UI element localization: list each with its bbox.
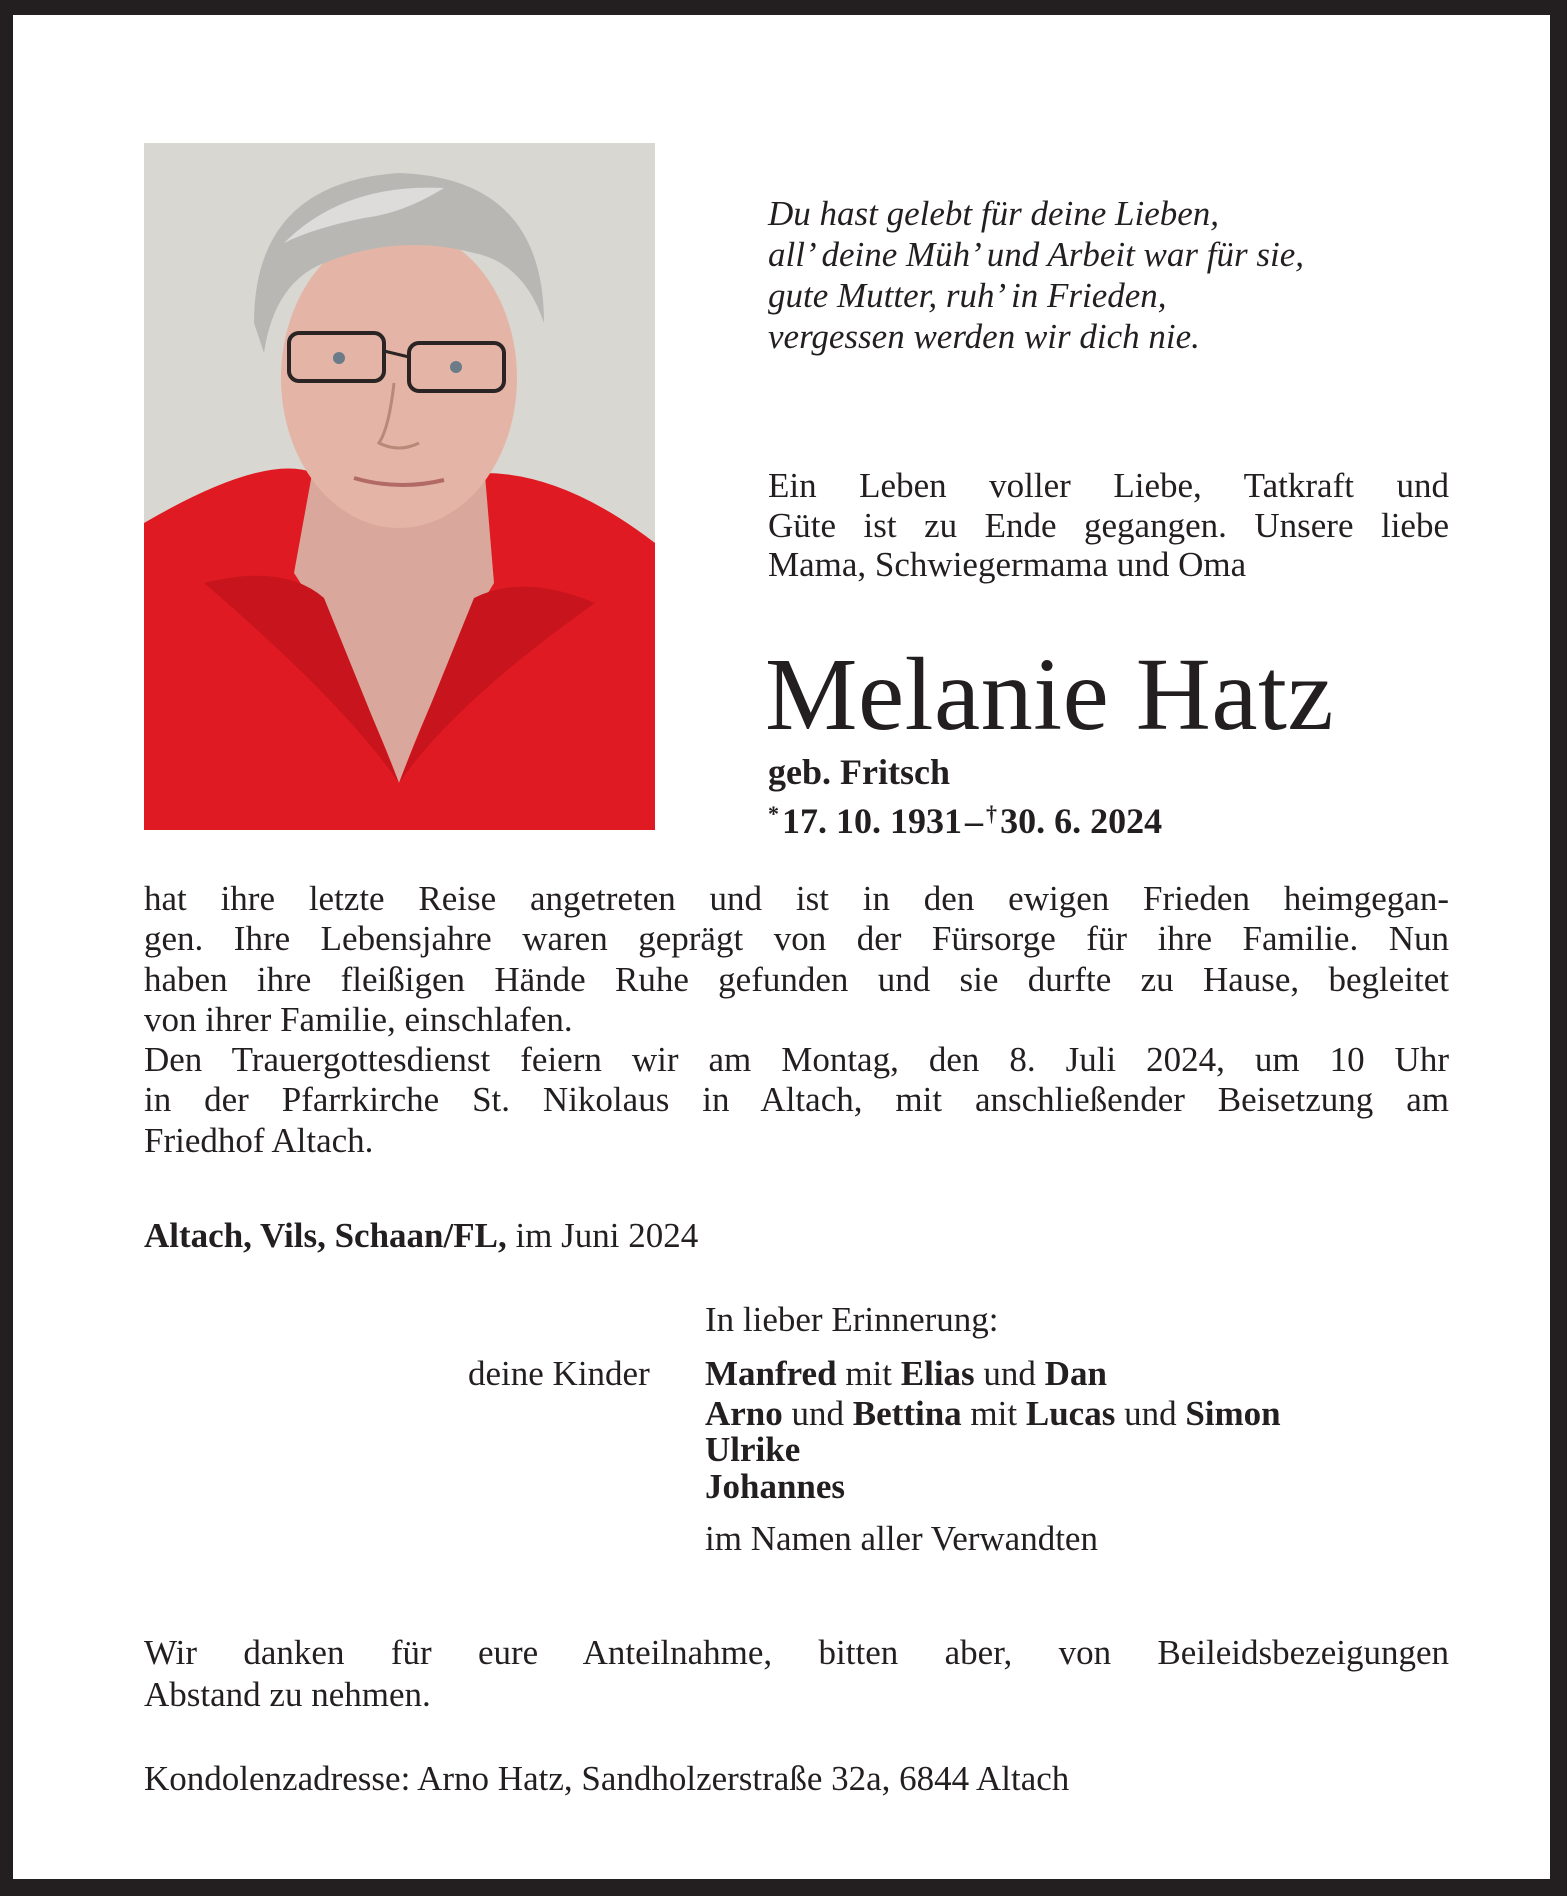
signature-row	[705, 1354, 1107, 1394]
maiden-name: geb. Fritsch	[768, 752, 950, 792]
body-line: in der Pfarrkirche St. Nikolaus in Altach, mit anschließender Beisetzung am	[144, 1080, 1449, 1120]
connector-text: und	[782, 1394, 853, 1433]
family-member-name: Elias	[900, 1354, 975, 1393]
birth-date: 17. 10. 1931	[782, 801, 963, 841]
connector-text: mit	[961, 1394, 1026, 1433]
family-member-name: Manfred	[705, 1354, 837, 1393]
date-separator: –	[965, 801, 984, 841]
body-line: von ihrer Familie, einschlafen.	[144, 999, 573, 1039]
death-date: 30. 6. 2024	[1000, 801, 1163, 841]
intro-line: Mama, Schwiegermama und Oma	[768, 545, 1247, 584]
connector-text: und	[1115, 1394, 1186, 1433]
family-member-name: Dan	[1044, 1354, 1107, 1393]
children-label: deine Kinder	[468, 1354, 650, 1393]
thanks-paragraph	[144, 1632, 1449, 1716]
deceased-name: Melanie Hatz	[765, 637, 1335, 752]
birth-star-icon: *	[768, 801, 779, 826]
signature-row	[705, 1430, 800, 1470]
date: im Juni 2024	[515, 1216, 699, 1255]
life-dates	[768, 793, 1162, 842]
portrait-illustration	[144, 143, 655, 830]
body-line: hat ihre letzte Reise angetreten und ist in den ewigen Frieden heimgegan-	[144, 879, 1449, 918]
thanks-line: Wir danken für eure Anteilnahme, bitten aber, von Beileidsbezeigungen	[144, 1633, 1449, 1672]
body-line: haben ihre fleißigen Hände Ruhe gefunden und sie durfte zu Hause, begleitet	[144, 959, 1449, 999]
signature-row	[705, 1394, 1281, 1434]
body-line: Friedhof Altach.	[144, 1120, 374, 1160]
obituary-page	[13, 15, 1550, 1879]
poem-line: gute Mutter, ruh’ in Frieden,	[768, 276, 1167, 315]
portrait-photo	[144, 143, 655, 830]
deceased-details	[768, 751, 1162, 842]
death-cross-icon: †	[986, 801, 998, 826]
places: Altach, Vils, Schaan/FL,	[144, 1216, 507, 1255]
body-line: Den Trauergottesdienst feiern wir am Montag, den 8. Juli 2024, um 10 Uhr	[144, 1040, 1449, 1080]
body-line: gen. Ihre Lebensjahre waren geprägt von der Fürsorge für ihre Familie. Nun	[144, 919, 1449, 959]
poem-line: Du hast gelebt für deine Lieben,	[768, 194, 1220, 233]
intro-line: Ein Leben voller Liebe, Tatkraft und	[768, 466, 1449, 505]
poem-line: all’ deine Müh’ und Arbeit war für sie,	[768, 235, 1304, 274]
poem-line: vergessen werden wir dich nie.	[768, 317, 1200, 356]
family-member-name: Simon	[1185, 1394, 1281, 1433]
place-date-line	[144, 1216, 698, 1256]
memorial-poem	[768, 193, 1304, 357]
family-member-name: Ulrike	[705, 1430, 801, 1469]
signature-row	[705, 1467, 845, 1507]
condolence-address: Kondolenzadresse: Arno Hatz, Sandholzerstraße 32a, 6844 Altach	[144, 1759, 1070, 1798]
intro-line: Güte ist zu Ende gegangen. Unsere liebe	[768, 505, 1449, 545]
signature-closing: im Namen aller Verwandten	[705, 1519, 1098, 1558]
family-member-name: Bettina	[852, 1394, 962, 1433]
family-member-name: Lucas	[1025, 1394, 1116, 1433]
connector-text: mit	[836, 1354, 901, 1393]
obituary-body	[144, 879, 1449, 1161]
family-member-name: Johannes	[705, 1467, 846, 1506]
family-member-name: Arno	[705, 1394, 783, 1433]
connector-text: und	[974, 1354, 1045, 1393]
intro-paragraph	[768, 466, 1449, 585]
signature-heading: In lieber Erinnerung:	[705, 1300, 999, 1339]
thanks-line: Abstand zu nehmen.	[144, 1675, 431, 1714]
